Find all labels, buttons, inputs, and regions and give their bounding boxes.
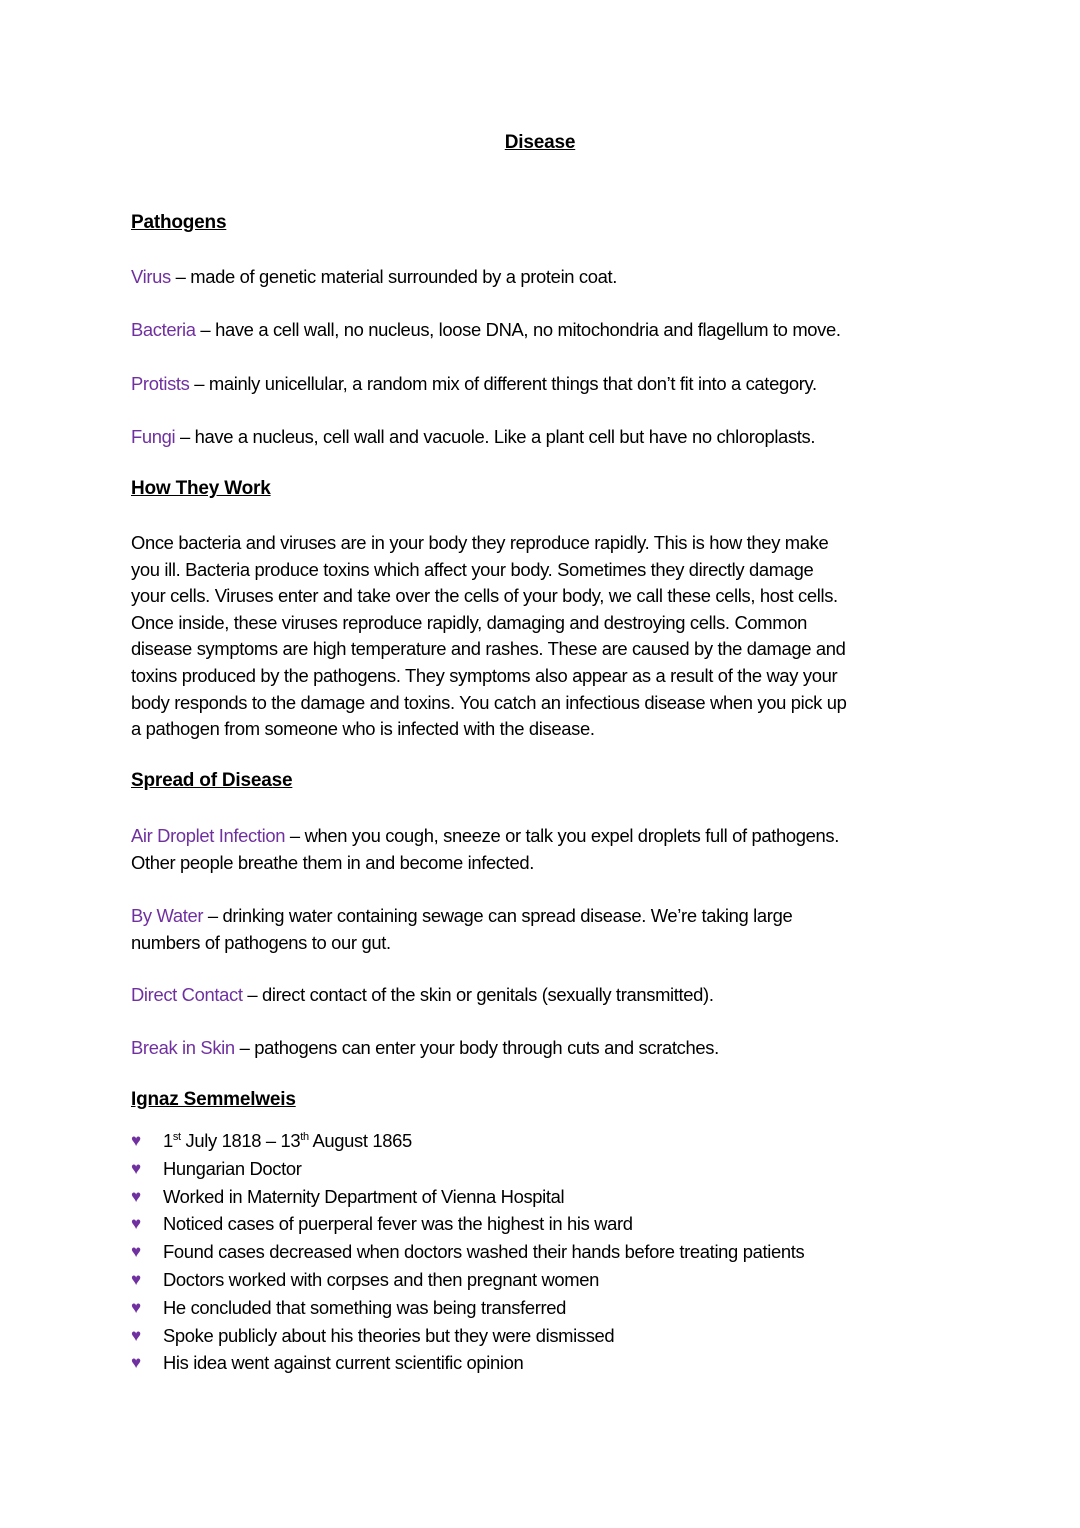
term: Virus — [131, 266, 171, 287]
semmelweis-bullet-list — [131, 1127, 804, 1377]
document-title: Disease — [504, 132, 576, 153]
term: Direct Contact — [131, 984, 243, 1005]
pathogen-protists: Protists – mainly unicellular, a random mix of different things that don’t fit into a category. — [131, 373, 817, 394]
term: Break in Skin — [131, 1037, 235, 1058]
spread-by-water: By Water – drinking water containing sewage can spread disease. We’re taking large numbers of pathogens to our gut. — [131, 905, 793, 953]
spread-air-droplet: Air Droplet Infection – when you cough, sneeze or talk you expel droplets full of pathogens. Other people breathe them in and become infected. — [131, 825, 839, 873]
heading-pathogens: Pathogens — [131, 212, 227, 233]
heart-bullet-icon: ♥ — [131, 1353, 141, 1373]
list-item: ♥ 1st July 1818 – 13th August 1865 — [131, 1127, 804, 1155]
term: By Water — [131, 905, 204, 926]
heart-bullet-icon: ♥ — [131, 1269, 141, 1289]
list-item: ♥ Hungarian Doctor — [131, 1155, 804, 1183]
list-item: ♥ His idea went against current scientific opinion — [131, 1349, 804, 1377]
heading-how-they-work: How They Work — [131, 478, 271, 499]
term: Fungi — [131, 426, 176, 447]
heart-bullet-icon: ♥ — [131, 1214, 141, 1234]
list-item: ♥ Spoke publicly about his theories but they were dismissed — [131, 1322, 804, 1350]
pathogen-fungi: Fungi – have a nucleus, cell wall and vacuole. Like a plant cell but have no chloroplasts. — [131, 426, 816, 447]
spread-break-in-skin: Break in Skin – pathogens can enter your body through cuts and scratches. — [131, 1037, 719, 1058]
heart-bullet-icon: ♥ — [131, 1186, 141, 1206]
heading-ignaz-semmelweis: Ignaz Semmelweis — [131, 1089, 296, 1110]
heading-spread-of-disease: Spread of Disease — [131, 770, 293, 791]
list-item: ♥ He concluded that something was being transferred — [131, 1294, 804, 1322]
term: Protists — [131, 373, 190, 394]
heart-bullet-icon: ♥ — [131, 1158, 141, 1178]
heart-bullet-icon: ♥ — [131, 1325, 141, 1345]
heart-bullet-icon: ♥ — [131, 1297, 141, 1317]
list-item: ♥ Doctors worked with corpses and then pregnant women — [131, 1266, 804, 1294]
term: Air Droplet Infection — [131, 825, 286, 846]
pathogen-bacteria: Bacteria – have a cell wall, no nucleus, loose DNA, no mitochondria and flagellum to move. — [131, 319, 841, 340]
how-they-work-paragraph: Once bacteria and viruses are in your body they reproduce rapidly. This is how they make you ill. Bacteria produce toxins which affect your body. Sometimes they directly damage your cells. Viruses enter and take over the cells of your body, we call these cells, host cells. Once inside, these viruses reproduce rapidly, damaging and destroying cells. Common disease symptoms are high temperature and rashes. These are caused by the damage and toxins produced by the pathogens. They symptoms also appear as a result of the way your body responds to the damage and toxins. You catch an infectious disease when you pick up a pathogen from someone who is infected with the disease. — [131, 532, 847, 740]
pathogen-virus: Virus – made of genetic material surrounded by a protein coat. — [131, 266, 618, 287]
list-item: ♥ Found cases decreased when doctors washed their hands before treating patients — [131, 1238, 804, 1266]
heart-bullet-icon: ♥ — [131, 1242, 141, 1262]
heart-bullet-icon: ♥ — [131, 1131, 141, 1150]
term: Bacteria — [131, 319, 196, 340]
list-item: ♥ Worked in Maternity Department of Vienna Hospital — [131, 1183, 804, 1211]
list-item: ♥ Noticed cases of puerperal fever was the highest in his ward — [131, 1210, 804, 1238]
spread-direct-contact: Direct Contact – direct contact of the skin or genitals (sexually transmitted). — [131, 984, 714, 1005]
